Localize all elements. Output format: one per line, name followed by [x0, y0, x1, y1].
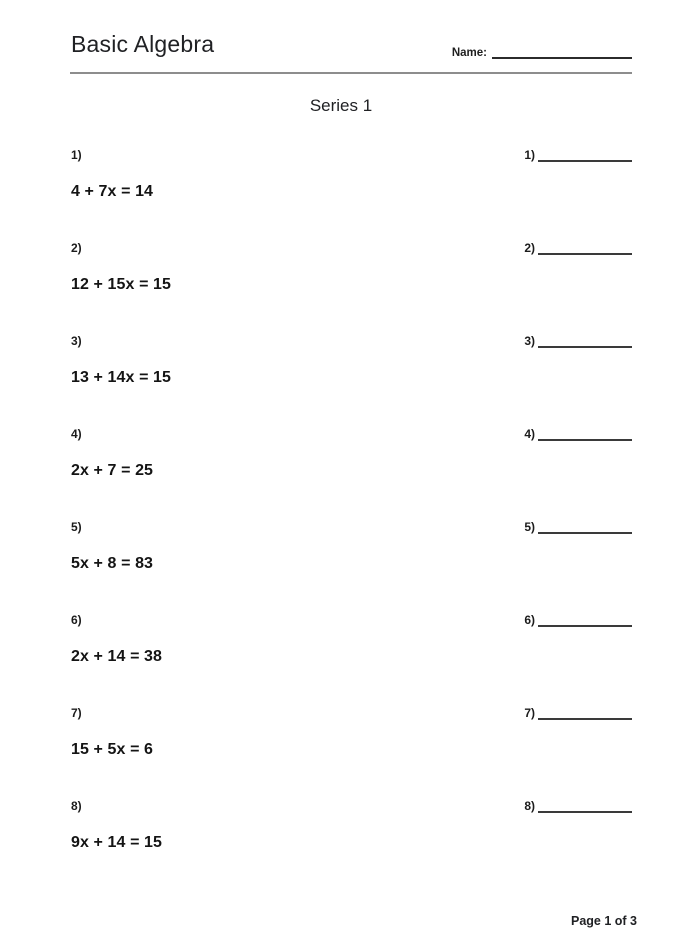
- problem-number: 6): [71, 613, 82, 627]
- problem-row: [71, 520, 632, 590]
- answer-blank-line: [538, 242, 632, 255]
- answer-number: 7): [524, 706, 535, 720]
- problem-number: 2): [71, 241, 82, 255]
- answer-number: 5): [524, 520, 535, 534]
- answer-area: [524, 799, 632, 813]
- answer-blank-line: [538, 800, 632, 813]
- problem-number: 7): [71, 706, 82, 720]
- problem-number: 5): [71, 520, 82, 534]
- answer-area: [524, 427, 632, 441]
- problem-equation: 15 + 5x = 6: [71, 741, 154, 758]
- problem-number: 3): [71, 334, 82, 348]
- answer-number: 2): [524, 241, 535, 255]
- problem-equation: 9x + 14 = 15: [71, 834, 163, 851]
- answer-area: [524, 334, 632, 348]
- series-heading: Series 1: [309, 96, 373, 115]
- problem-number: 8): [71, 799, 82, 813]
- answer-blank-line: [538, 428, 632, 441]
- answer-blank-line: [538, 335, 632, 348]
- problem-row: [71, 706, 632, 776]
- answer-blank-line: [538, 614, 632, 627]
- problem-row: [71, 334, 632, 404]
- document-title: Basic Algebra: [71, 31, 215, 57]
- problem-equation: 4 + 7x = 14: [71, 183, 154, 200]
- answer-number: 8): [524, 799, 535, 813]
- answer-number: 3): [524, 334, 535, 348]
- problem-number: 1): [71, 148, 82, 162]
- answer-area: [524, 706, 632, 720]
- answer-area: [524, 148, 632, 162]
- answer-number: 6): [524, 613, 535, 627]
- problem-equation: 5x + 8 = 83: [71, 555, 154, 572]
- answer-blank-line: [538, 521, 632, 534]
- answer-number: 1): [524, 148, 535, 162]
- answer-blank-line: [538, 707, 632, 720]
- problem-row: [71, 799, 632, 869]
- answer-blank-line: [538, 149, 632, 162]
- problem-row: [71, 148, 632, 218]
- answer-number: 4): [524, 427, 535, 441]
- problem-row: [71, 241, 632, 311]
- problem-row: [71, 427, 632, 497]
- problem-equation: 2x + 14 = 38: [71, 648, 163, 665]
- answer-area: [524, 613, 632, 627]
- answer-area: [524, 241, 632, 255]
- problem-number: 4): [71, 427, 82, 441]
- name-label: Name:: [451, 47, 487, 59]
- page-footer: Page 1 of 3: [571, 914, 637, 928]
- problem-row: [71, 613, 632, 683]
- answer-area: [524, 520, 632, 534]
- problem-equation: 12 + 15x = 15: [71, 276, 172, 293]
- problem-equation: 2x + 7 = 25: [71, 462, 154, 479]
- problem-equation: 13 + 14x = 15: [71, 369, 172, 386]
